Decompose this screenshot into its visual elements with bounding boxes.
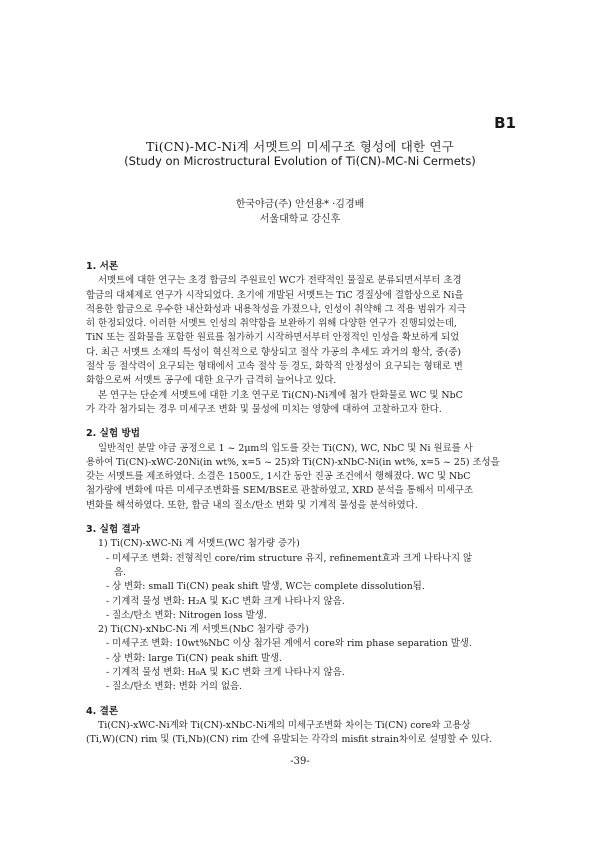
affiliation-line-1: 한국야금(주) 안선용* ·김경배 — [235, 199, 365, 210]
conclusion-paragraph — [86, 719, 516, 748]
section-heading-methods: 2. 실험 방법 — [86, 428, 141, 440]
results-item: - 미세구조 변화: 10wt%NbC 이상 첨가된 계에서 core와 rim phase separation 발생. — [106, 638, 472, 650]
text-line: (Ti,W)(CN) rim 및 (Ti,Nb)(CN) rim 간에 유발되는 각각의 misfit strain차이로 설명할 수 있다. — [86, 734, 493, 746]
title-korean: Ti(CN)-MC-Ni계 서멧트의 미세구조 형성에 대한 연구 — [145, 139, 454, 154]
text-line: 절삭 등 절삭력이 요구되는 형태에서 고속 절삭 등 경도, 화학적 안정성이 요구되는 형태로 변 — [86, 361, 463, 373]
text-line: 일반적인 분말 야금 공정으로 1 ~ 2μm의 입도를 갖는 Ti(CN), WC, NbC 및 Ni 원료를 사 — [98, 442, 473, 454]
text-line: 다. 최근 서멧트 소재의 특성이 혁신적으로 향상되고 절삭 가공의 추세도 과거의 황삭, 중(중) — [86, 346, 462, 358]
section-heading-introduction: 1. 서론 — [86, 261, 119, 272]
introduction-paragraph-1 — [86, 274, 516, 388]
text-line: 서멧트에 대한 연구는 초경 합금의 주원료인 WC가 전략적인 물질로 분류되면서부터 초경 — [98, 275, 462, 287]
section-heading-conclusion: 4. 결론 — [86, 705, 119, 717]
text-line: 가 각각 첨가되는 경우 미세구조 변화 및 물성에 미치는 영향에 대하여 고찰하고자 한다. — [86, 403, 442, 415]
text-line: 합금의 대체제로 연구가 시작되었다. 초기에 개발된 서멧트는 TiC 경질상에 결합상으로 Ni을 — [86, 289, 464, 301]
authors — [0, 197, 600, 227]
text-line: TiN 또는 질화물을 포함한 원료를 첨가하기 시작하면서부터 안정적인 인성을 확보하게 되었 — [86, 332, 460, 344]
page-number: -39- — [290, 756, 310, 767]
results-item: - 상 변화: small Ti(CN) peak shift 발생, WC는 complete dissolution됨. — [106, 581, 425, 593]
text-line: 본 연구는 단순계 서멧트에 대한 기초 연구로 Ti(CN)-Ni계에 첨가 탄화물로 WC 및 NbC — [98, 389, 463, 401]
methods-paragraph — [86, 442, 516, 513]
results-item-continued: 음. — [114, 566, 127, 578]
body-text — [86, 260, 516, 748]
section-heading-results: 3. 실험 결과 — [86, 524, 141, 536]
affiliation-line-2: 서울대학교 강신후 — [259, 214, 341, 225]
results-item: - 상 변화: large Ti(CN) peak shift 발생. — [106, 652, 282, 664]
text-line: 히 한정되었다. 이러한 서멧트 인성의 취약함을 보완하기 위해 다양한 연구가 진행되었는데, — [86, 318, 457, 330]
introduction-paragraph-2 — [86, 389, 516, 418]
text-line: 용하여 Ti(CN)-xWC-20Ni(in wt%, x=5 ~ 25)와 Ti(CN)-xNbC-Ni(in wt%, x=5 ~ 25) 조성을 — [86, 456, 500, 468]
results-item: - 기계적 물성 변화: H₂A 및 K₁C 변화 크게 나타나지 않음. — [106, 595, 345, 607]
results-subheading-wc: 1) Ti(CN)-xWC-Ni 계 서멧트(WC 첨가량 증가) — [98, 538, 300, 550]
text-line: 갖는 서멧트를 제조하였다. 소결은 1500도, 1시간 동안 진공 조건에서 행해졌다. WC 및 NbC — [86, 471, 471, 483]
text-line: 화함으로써 서멧트 공구에 대한 요구가 급격히 늘어나고 있다. — [86, 375, 337, 387]
results-item: - 질소/탄소 변화: Nitrogen loss 발생. — [106, 609, 267, 621]
text-line: 첨가량에 변화에 따른 미세구조변화를 SEM/BSE로 관찰하였고, XRD 분석을 통해서 미세구조 — [86, 485, 474, 497]
results-item: - 기계적 물성 변화: H₀A 및 K₁C 변화 크게 나타나지 않음. — [106, 667, 345, 679]
text-line: 적용한 합금으로 우수한 내산화성과 내용착성을 가졌으나, 인성이 취약해 그 적용 범위가 지극 — [86, 303, 466, 315]
text-line: 변화를 해석하였다. 또한, 합금 내의 질소/탄소 변화 및 기계적 물성을 분석하였다. — [86, 499, 418, 511]
title-english: (Study on Microstructural Evolution of Ti(CN)-MC-Ni Cermets) — [124, 154, 476, 168]
text-line: Ti(CN)-xWC-Ni계와 Ti(CN)-xNbC-Ni계의 미세구조변화 차이는 Ti(CN) core와 고용상 — [98, 719, 471, 731]
results-subheading-nbc: 2) Ti(CN)-xNbC-Ni 계 서멧트(NbC 첨가량 증가) — [98, 624, 309, 636]
results-item: - 질소/탄소 변화: 변화 거의 없음. — [106, 681, 243, 693]
session-code: B1 — [494, 114, 516, 132]
results-item: - 미세구조 변화: 전형적인 core/rim structure 유지, refinement효과 크게 나타나지 않 — [106, 552, 473, 564]
